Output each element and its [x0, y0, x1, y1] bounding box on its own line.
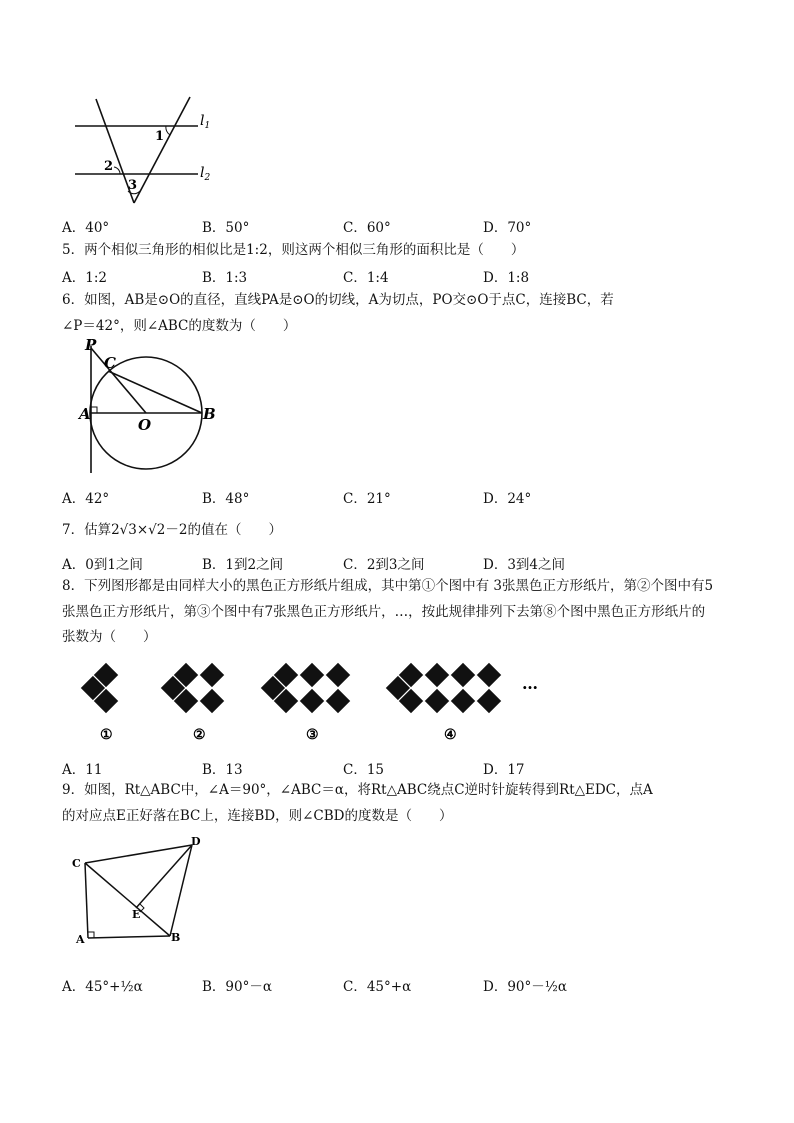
q9-option-c[interactable]: C．45°+α	[343, 979, 412, 995]
q6-label-p: P	[85, 336, 97, 354]
q7-option-a[interactable]: A．0到1之间	[62, 557, 143, 573]
q6-text-line2: ∠P＝42°，则∠ABC的度数为（ ）	[62, 318, 297, 334]
q8-figure-label: ③	[306, 727, 319, 743]
q5-option-b[interactable]: B．1:3	[202, 270, 248, 286]
q9-options	[62, 975, 762, 993]
q6-option-c[interactable]: C．21°	[343, 491, 391, 507]
q8-option-c[interactable]: C．15	[343, 762, 385, 778]
q9-label-d: D	[191, 835, 201, 848]
q8-diamond	[424, 662, 450, 688]
q9-option-d[interactable]: D．90°－½α	[483, 979, 567, 995]
q6-label-a: A	[79, 405, 91, 423]
q9-text-line1: 9．如图，Rt△ABC中，∠A＝90°，∠ABC＝α，将Rt△ABC绕点C逆时针旋转得到Rt△EDC，点A	[62, 782, 653, 798]
q9-label-c: C	[72, 857, 81, 870]
q5-option-a[interactable]: A．1:2	[62, 270, 107, 286]
q7-option-d[interactable]: D．3到4之间	[483, 557, 566, 573]
q8-diamond	[199, 662, 225, 688]
q8-text-line1: 8．下列图形都是由同样大小的黑色正方形纸片组成，其中第①个图中有 3张黑色正方形纸片，第②个图中有5	[62, 578, 714, 594]
q9-label-b: B	[171, 931, 181, 944]
q8-text-line2: 张黑色正方形纸片，第③个图中有7张黑色正方形纸片，…，按此规律排列下去第⑧个图中黑色正方形纸片的	[62, 604, 706, 620]
q8-figure	[70, 655, 550, 747]
q8-diamond	[476, 662, 502, 688]
q6-label-o: O	[138, 416, 152, 434]
q4-option-d[interactable]: D．70°	[483, 220, 532, 236]
q4-angle-1: 1	[155, 129, 165, 144]
q4-option-c[interactable]: C．60°	[343, 220, 391, 236]
q4-label-l1: $l_1$	[200, 113, 211, 131]
q6-option-d[interactable]: D．24°	[483, 491, 532, 507]
q5-text: 5．两个相似三角形的相似比是1:2，则这两个相似三角形的面积比是（ ）	[62, 242, 525, 258]
q8-figure-label: ②	[193, 727, 206, 743]
q6-option-a[interactable]: A．42°	[62, 491, 110, 507]
q6-label-c: C	[104, 354, 116, 372]
q4-option-a[interactable]: A．40°	[62, 220, 110, 236]
q6-options	[62, 487, 762, 505]
q8-diamond	[450, 688, 476, 714]
q4-label-l2: $l_2$	[200, 165, 211, 183]
q8-text-line3: 张数为（ ）	[62, 629, 157, 645]
q8-figure-label: ①	[100, 727, 113, 743]
q5-option-c[interactable]: C．1:4	[343, 270, 389, 286]
q9-option-b[interactable]: B．90°－α	[202, 979, 272, 995]
q4-figure	[70, 95, 220, 210]
q4-angle-3: 3	[128, 178, 138, 193]
q8-figure-label: ④	[444, 727, 457, 743]
q8-diamond	[199, 688, 225, 714]
q8-diamond	[450, 662, 476, 688]
q8-option-d[interactable]: D．17	[483, 762, 525, 778]
q8-option-a[interactable]: A．11	[62, 762, 103, 778]
q9-label-a: A	[76, 933, 85, 946]
q6-figure	[78, 338, 228, 478]
q5-option-d[interactable]: D．1:8	[483, 270, 530, 286]
q5-options	[62, 266, 762, 284]
q9-option-a[interactable]: A．45°+½α	[62, 979, 143, 995]
q8-diamond	[424, 688, 450, 714]
q8-ellipsis: …	[522, 674, 538, 693]
q6-label-b: B	[203, 405, 216, 423]
q8-diamond	[299, 662, 325, 688]
q8-diamond	[299, 688, 325, 714]
q7-text: 7．估算2√3×√2－2的值在（ ）	[62, 522, 282, 538]
q8-diamond	[325, 688, 351, 714]
q8-diamond	[325, 662, 351, 688]
q7-options	[62, 553, 762, 571]
q7-option-b[interactable]: B．1到2之间	[202, 557, 284, 573]
q6-text-line1: 6．如图，AB是⊙O的直径，直线PA是⊙O的切线，A为切点，PO交⊙O于点C，连接BC，若	[62, 292, 614, 308]
q4-option-b[interactable]: B．50°	[202, 220, 250, 236]
q9-figure	[70, 833, 210, 948]
q4-angle-2: 2	[104, 159, 114, 174]
q8-options	[62, 758, 762, 776]
q9-label-e: E	[132, 908, 141, 921]
q8-option-b[interactable]: B．13	[202, 762, 243, 778]
q4-options	[62, 216, 762, 234]
q6-option-b[interactable]: B．48°	[202, 491, 250, 507]
q8-diamond	[476, 688, 502, 714]
q7-option-c[interactable]: C．2到3之间	[343, 557, 425, 573]
q9-text-line2: 的对应点E正好落在BC上，连接BD，则∠CBD的度数是（ ）	[62, 808, 453, 824]
